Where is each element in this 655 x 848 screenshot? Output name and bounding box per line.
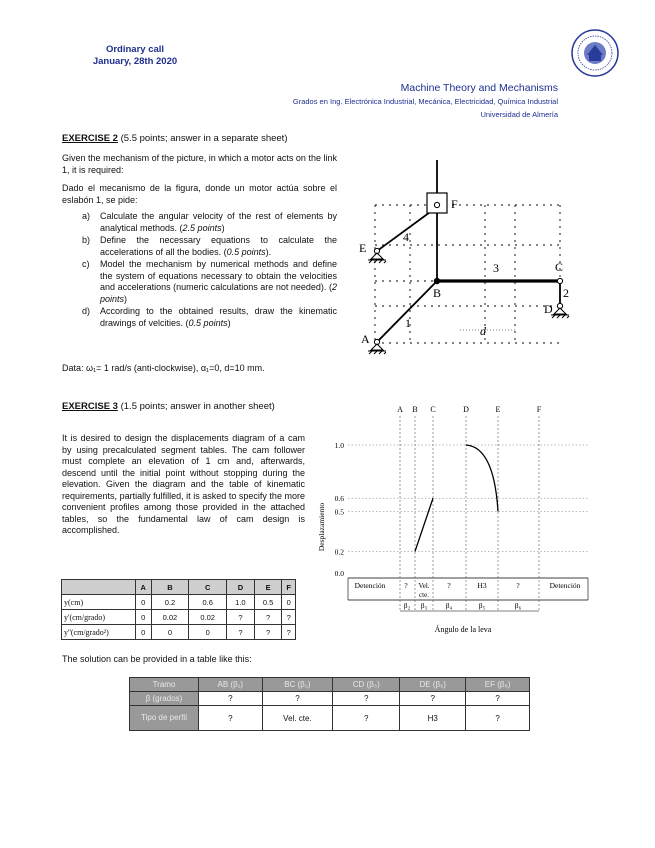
table-header-cell: [62, 580, 136, 595]
table-cell: 0: [136, 625, 152, 640]
exercise2-title: EXERCISE 2: [62, 133, 118, 144]
table-cell: 0.2: [151, 595, 189, 610]
table-header-cell: B: [151, 580, 189, 595]
segment-label: cte.: [419, 591, 429, 599]
table-cell: ?: [333, 692, 400, 706]
task-text: Calculate the angular velocity of the rest of elements by analytical methods. (: [100, 211, 337, 233]
table-header-cell: BC (β₂): [262, 678, 333, 692]
course-title: Machine Theory and Mechanisms: [400, 82, 558, 94]
table-cell: 0.02: [189, 610, 227, 625]
header-course-block: [293, 82, 558, 121]
task-marker: c): [82, 259, 90, 269]
call-label: Ordinary call: [105, 44, 165, 55]
point-label: E: [495, 405, 501, 414]
y-tick-label: 0.6: [334, 494, 344, 504]
table-header-cell: AB (β₁): [199, 678, 263, 692]
mechanism-diagram: [355, 155, 580, 360]
kinematic-requirements-table: [61, 579, 296, 640]
table-header-cell: C: [189, 580, 227, 595]
ground-a: [368, 339, 386, 354]
label-d: D: [544, 302, 553, 316]
exercise2-points: (5.5 points; answer in a separate sheet): [117, 133, 288, 144]
table-header-cell: CD (β₃): [333, 678, 400, 692]
label-f: F: [451, 197, 458, 211]
table-cell: 0.5: [254, 595, 282, 610]
series-line-bc: [415, 498, 433, 551]
task-item: [62, 306, 337, 329]
exercise3-points: (1.5 points; answer in another sheet): [117, 401, 275, 412]
segment-label: ?: [404, 581, 408, 590]
table-cell: 0: [136, 595, 152, 610]
task-end: ): [221, 222, 225, 233]
label-link-2: 2: [563, 286, 569, 300]
row-label: y(cm): [62, 595, 136, 610]
beta-label: β₅: [478, 601, 486, 610]
task-points: 2.5 points: [182, 222, 222, 233]
table-header-cell: F: [282, 580, 296, 595]
segment-label: ?: [447, 581, 451, 590]
table-cell: Vel. cte.: [262, 706, 333, 731]
exercise3-body: It is desired to design the displacements diagram of a cam by using precalculated segment tables. The cam follower must complete an elevation of 1 cm and, afterwards, descend until the initial point without stopping during the elevation. Given the diagram and the table of kinematic requirements, partially fulfilled, it is asked to specify the more convenient profiles among those provided in the attached tables, so the fundamental law of cam design is accomplished.: [62, 433, 305, 535]
table-row: [62, 610, 296, 625]
table-cell: ?: [227, 625, 255, 640]
task-marker: d): [82, 306, 91, 316]
exercise2-data-line: Data: ω₁= 1 rad/s (anti-clockwise), α₁=0, d=10 mm.: [62, 363, 265, 373]
segment-label: Detención: [354, 581, 386, 590]
table-header-cell: A: [136, 580, 152, 595]
table-header-cell: D: [227, 580, 255, 595]
task-item: [62, 211, 337, 234]
y-tick-label: 1.0: [334, 441, 344, 450]
label-d-dim: d: [480, 324, 486, 338]
table-cell: ?: [227, 610, 255, 625]
joint-c: [557, 278, 562, 283]
point-label: C: [430, 405, 436, 414]
beta-label: β₃: [420, 601, 428, 610]
table-cell: ?: [282, 625, 296, 640]
university-line: Universidad de Almería: [480, 110, 558, 119]
table-row: [130, 706, 530, 731]
degrees-line: Grados en Ing. Electrónica Industrial, Mecánica, Electricidad, Química Industrial: [292, 97, 558, 106]
ground-e: [368, 248, 386, 263]
row-label: Tipo de perfil: [130, 706, 199, 731]
label-e: E: [359, 241, 367, 255]
table-cell: 0: [151, 625, 189, 640]
y-tick-label: 0.5: [334, 507, 344, 517]
table-cell: ?: [466, 692, 530, 706]
table-cell: 0: [189, 625, 227, 640]
task-text: Define the necessary equations to calculate the accelerations of all the bodies. (: [100, 235, 337, 257]
table-cell: ?: [254, 625, 282, 640]
table-cell: ?: [254, 610, 282, 625]
table-cell: 0.02: [151, 610, 189, 625]
exercise3-title: EXERCISE 3: [62, 401, 118, 412]
table-cell: ?: [199, 692, 263, 706]
ground-d: [551, 303, 569, 318]
table-row: [130, 692, 530, 706]
table-row: [62, 595, 296, 610]
segment-label: Detención: [549, 581, 581, 590]
beta-label: β₄: [445, 601, 453, 610]
segment-label: ?: [516, 581, 520, 590]
label-link-3: 3: [493, 261, 499, 275]
task-end: ).: [265, 246, 272, 257]
table-header-cell: Tramo: [130, 678, 199, 692]
beta-label: β₂: [403, 601, 411, 610]
date-label: January, 28th 2020: [92, 56, 178, 67]
table-header-cell: E: [254, 580, 282, 595]
link-4: [377, 207, 437, 251]
table-cell: H3: [400, 706, 466, 731]
table-cell: ?: [466, 706, 530, 731]
table-header-cell: DE (β₅): [400, 678, 466, 692]
label-link-4: 4: [403, 230, 409, 244]
point-label: A: [397, 405, 403, 414]
task-marker: b): [82, 235, 91, 245]
point-label: D: [463, 405, 469, 414]
beta-label: β₆: [514, 601, 522, 610]
row-label: y'(cm/grado): [62, 610, 136, 625]
task-item: [62, 235, 337, 258]
solution-intro: The solution can be provided in a table like this:: [62, 654, 252, 664]
exercise2-task-list: [62, 211, 337, 330]
table-cell: 0: [136, 610, 152, 625]
table-cell: ?: [199, 706, 263, 731]
label-a: A: [361, 332, 370, 346]
label-link-1: 1: [405, 316, 411, 330]
task-text: According to the obtained results, draw the kinematic drawings of velcities. (: [100, 306, 337, 328]
cam-displacement-chart: [318, 400, 593, 640]
table-header-row: [62, 580, 296, 595]
task-marker: a): [82, 211, 91, 221]
exercise2-intro-es: Dado el mecanismo de la figura, donde un motor actúa sobre el eslabón 1, se pide:: [62, 183, 337, 205]
x-axis-label: Ángulo de la leva: [434, 625, 492, 634]
label-b: B: [433, 286, 442, 300]
label-c: C: [555, 260, 564, 274]
row-label: β (grados): [130, 692, 199, 706]
task-end: ): [227, 317, 231, 328]
exercise3-heading: [62, 401, 275, 412]
table-header-row: [130, 678, 530, 692]
task-item: [62, 259, 337, 305]
table-cell: ?: [282, 610, 296, 625]
task-text: Model the mechanism by numerical methods and define the system of equations necessary to obtain the velocities and accelerations (numeric calculations are not needed). (: [100, 259, 337, 292]
task-end: ): [124, 293, 128, 304]
task-points: 0.5 points: [188, 317, 228, 328]
y-tick-label: 0.2: [334, 547, 344, 557]
table-cell: ?: [262, 692, 333, 706]
y-axis-label: Desplazamiento: [317, 502, 326, 552]
table-row: [62, 625, 296, 640]
joint-f: [434, 202, 439, 207]
task-points: 0.5 points: [226, 246, 266, 257]
table-cell: 0.6: [189, 595, 227, 610]
table-cell: 1.0: [227, 595, 255, 610]
segment-label: H3: [477, 581, 487, 590]
point-label: B: [412, 405, 418, 414]
task-points: 2 points: [100, 282, 337, 304]
solution-table: [129, 677, 530, 731]
exercise2-intro-en: Given the mechanism of the picture, in which a motor acts on the link 1, it is required:: [62, 153, 337, 175]
university-seal-icon: [570, 28, 620, 78]
row-label: y''(cm/grado²): [62, 625, 136, 640]
header-call-block: [80, 44, 190, 68]
series-line-de: [466, 445, 498, 512]
joint-b: [434, 278, 440, 284]
table-header-cell: EF (β₆): [466, 678, 530, 692]
segment-label: Vel.: [418, 582, 430, 590]
table-cell: ?: [400, 692, 466, 706]
y-tick-label: 0.0: [334, 569, 344, 578]
table-cell: 0: [282, 595, 296, 610]
table-cell: ?: [333, 706, 400, 731]
link-1: [377, 281, 437, 342]
point-label: F: [536, 405, 542, 414]
exercise2-heading: [62, 133, 287, 144]
